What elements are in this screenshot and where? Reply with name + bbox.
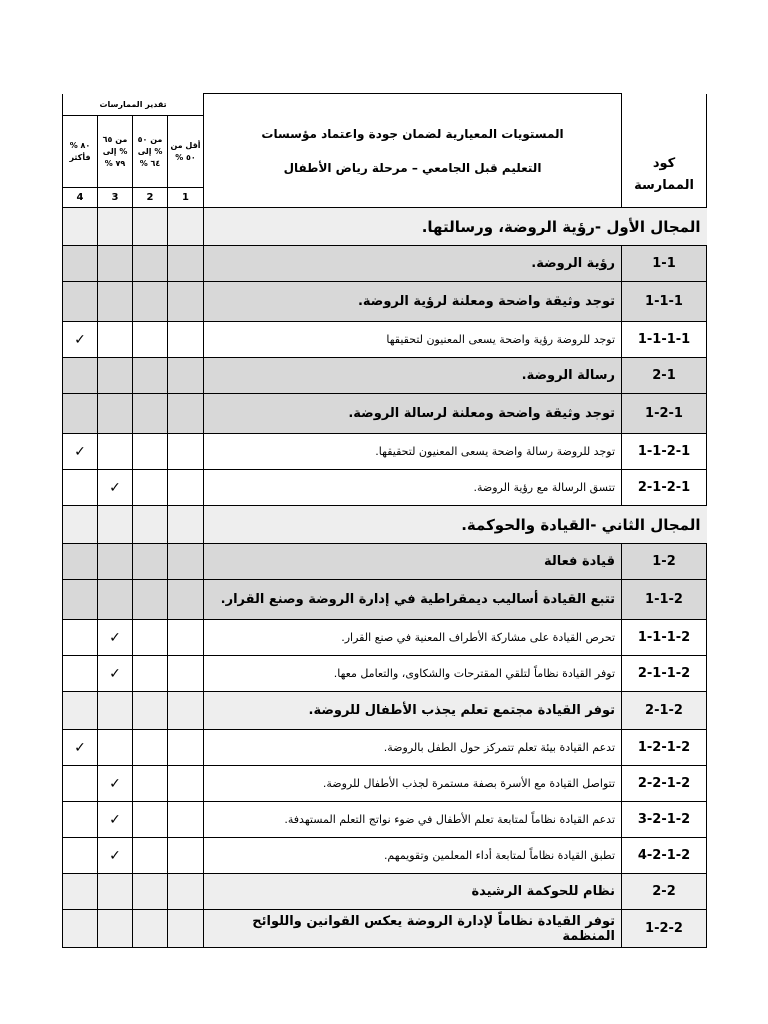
row-code: 2-1-2 bbox=[622, 692, 707, 730]
check-icon: ✓ bbox=[74, 331, 86, 348]
rating-cell-2 bbox=[133, 838, 168, 874]
practice-text: تتواصل القيادة مع الأسرة بصفة مستمرة لجذب الأطفال للروضة. bbox=[204, 766, 622, 802]
rating-cell-1 bbox=[168, 802, 204, 838]
heading-text: رؤية الروضة. bbox=[204, 246, 622, 282]
rating-cell-2 bbox=[133, 208, 168, 246]
rating-cell-3 bbox=[98, 580, 133, 620]
rating-cell-3 bbox=[98, 470, 133, 506]
practice-text: توجد للروضة رؤية واضحة يسعى المعنيون لتحقيقها bbox=[204, 322, 622, 358]
indicator-row bbox=[63, 692, 707, 730]
check-icon: ✓ bbox=[109, 847, 121, 864]
practice-row bbox=[63, 838, 707, 874]
check-icon: ✓ bbox=[109, 811, 121, 828]
rating-cell-2 bbox=[133, 322, 168, 358]
practice-row bbox=[63, 802, 707, 838]
rating-level-1: أقل من ٥٠ % bbox=[168, 116, 204, 188]
rating-cell-2 bbox=[133, 544, 168, 580]
rating-cell-1 bbox=[168, 910, 204, 948]
rating-cell-2 bbox=[133, 506, 168, 544]
row-code: 2-2 bbox=[622, 874, 707, 910]
row-code: 1-1-1-1 bbox=[622, 322, 707, 358]
practice-row bbox=[63, 656, 707, 692]
standard-row bbox=[63, 358, 707, 394]
rating-cell-1 bbox=[168, 282, 204, 322]
rating-cell-2 bbox=[133, 434, 168, 470]
code-column-header bbox=[622, 94, 707, 208]
heading-text: رسالة الروضة. bbox=[204, 358, 622, 394]
rating-level-3: من ٦٥ % إلى ٧٩ % bbox=[98, 116, 133, 188]
domain-title: المجال الثاني -القيادة والحوكمة. bbox=[204, 506, 707, 544]
standard-row bbox=[63, 874, 707, 910]
title-line-1: المستويات المعيارية لضمان جودة واعتماد مؤسسات bbox=[261, 126, 564, 141]
rating-cell-4 bbox=[63, 766, 98, 802]
indicator-row bbox=[63, 282, 707, 322]
practice-row bbox=[63, 620, 707, 656]
rating-cell-1 bbox=[168, 874, 204, 910]
practice-text: تحرص القيادة على مشاركة الأطراف المعنية في صنع القرار. bbox=[204, 620, 622, 656]
row-code: 1-1-1 bbox=[622, 282, 707, 322]
rating-num-2: 2 bbox=[133, 188, 168, 208]
standards-document bbox=[62, 93, 706, 948]
rating-cell-3 bbox=[98, 322, 133, 358]
practice-text: تطبق القيادة نظاماً لمتابعة أداء المعلمين وتقويمهم. bbox=[204, 838, 622, 874]
check-icon: ✓ bbox=[74, 443, 86, 460]
practice-text: توفر القيادة نظاماً لتلقي المقترحات والشكاوى، والتعامل معها. bbox=[204, 656, 622, 692]
row-code: 2-1 bbox=[622, 358, 707, 394]
row-code: 1-1-2-1 bbox=[622, 434, 707, 470]
row-code: 1-2-1-2 bbox=[622, 730, 707, 766]
check-icon: ✓ bbox=[109, 775, 121, 792]
rating-cell-1 bbox=[168, 730, 204, 766]
row-code: 1-2-2 bbox=[622, 910, 707, 948]
rating-cell-3 bbox=[98, 874, 133, 910]
rating-cell-3 bbox=[98, 802, 133, 838]
header-row-top bbox=[63, 94, 707, 116]
row-code: 3-2-1-2 bbox=[622, 802, 707, 838]
rating-cell-4 bbox=[63, 358, 98, 394]
title-line-2: التعليم قبل الجامعي – مرحلة رياض الأطفال bbox=[283, 160, 542, 175]
heading-text: قيادة فعالة bbox=[204, 544, 622, 580]
rating-cell-2 bbox=[133, 692, 168, 730]
row-code: 1-2 bbox=[622, 544, 707, 580]
rating-cell-2 bbox=[133, 910, 168, 948]
row-code: 2-2-1-2 bbox=[622, 766, 707, 802]
indicator-row bbox=[63, 910, 707, 948]
domain-row bbox=[63, 506, 707, 544]
rating-level-2: من ٥٠ % إلى ٦٤ % bbox=[133, 116, 168, 188]
practice-row bbox=[63, 766, 707, 802]
standard-row bbox=[63, 544, 707, 580]
rating-cell-3 bbox=[98, 246, 133, 282]
rating-cell-3 bbox=[98, 910, 133, 948]
row-code: 1-1 bbox=[622, 246, 707, 282]
practice-row bbox=[63, 322, 707, 358]
row-code: 1-1-2 bbox=[622, 580, 707, 620]
row-code: 1-2-1 bbox=[622, 394, 707, 434]
rating-cell-2 bbox=[133, 246, 168, 282]
rating-cell-3 bbox=[98, 358, 133, 394]
standards-table bbox=[62, 93, 707, 948]
practice-row bbox=[63, 470, 707, 506]
rating-cell-1 bbox=[168, 394, 204, 434]
rating-cell-4 bbox=[63, 208, 98, 246]
rating-cell-1 bbox=[168, 358, 204, 394]
check-icon: ✓ bbox=[109, 479, 121, 496]
rating-cell-3 bbox=[98, 692, 133, 730]
row-code: 2-1-1-2 bbox=[622, 656, 707, 692]
rating-cell-3 bbox=[98, 544, 133, 580]
indicator-row bbox=[63, 394, 707, 434]
rating-cell-1 bbox=[168, 322, 204, 358]
rating-cell-1 bbox=[168, 620, 204, 656]
rating-cell-3 bbox=[98, 620, 133, 656]
rating-cell-4 bbox=[63, 506, 98, 544]
rating-num-1: 1 bbox=[168, 188, 204, 208]
rating-cell-3 bbox=[98, 282, 133, 322]
rating-cell-3 bbox=[98, 838, 133, 874]
rating-cell-3 bbox=[98, 394, 133, 434]
rating-cell-1 bbox=[168, 692, 204, 730]
rating-title-cell bbox=[63, 94, 204, 116]
code-label: كود الممارسة bbox=[634, 156, 694, 194]
standard-row bbox=[63, 246, 707, 282]
rating-cell-1 bbox=[168, 656, 204, 692]
rating-cell-1 bbox=[168, 470, 204, 506]
rating-cell-2 bbox=[133, 802, 168, 838]
rating-level-4: ٨٠ % فأكثر bbox=[63, 116, 98, 188]
rating-cell-4 bbox=[63, 620, 98, 656]
rating-cell-3 bbox=[98, 766, 133, 802]
row-code: 4-2-1-2 bbox=[622, 838, 707, 874]
rating-cell-4 bbox=[63, 246, 98, 282]
rating-cell-4 bbox=[63, 802, 98, 838]
rating-cell-3 bbox=[98, 208, 133, 246]
rating-cell-1 bbox=[168, 434, 204, 470]
practice-row bbox=[63, 730, 707, 766]
rating-cell-4 bbox=[63, 394, 98, 434]
rating-cell-1 bbox=[168, 766, 204, 802]
rating-cell-2 bbox=[133, 358, 168, 394]
practice-row bbox=[63, 434, 707, 470]
rating-cell-3 bbox=[98, 730, 133, 766]
check-icon: ✓ bbox=[74, 739, 86, 756]
rating-num-3: 3 bbox=[98, 188, 133, 208]
rating-cell-3 bbox=[98, 506, 133, 544]
heading-text: توفر القيادة مجتمع تعلم يجذب الأطفال للروضة. bbox=[204, 692, 622, 730]
rating-cell-4 bbox=[63, 838, 98, 874]
heading-text: توفر القيادة نظاماً لإدارة الروضة يعكس القوانين واللوائح المنظمة bbox=[204, 910, 622, 948]
rating-cell-1 bbox=[168, 246, 204, 282]
rating-cell-2 bbox=[133, 874, 168, 910]
title-column-header bbox=[204, 94, 622, 208]
indicator-row bbox=[63, 580, 707, 620]
rating-title: تقدير الممارسات bbox=[99, 99, 167, 109]
practice-text: تتسق الرسالة مع رؤية الروضة. bbox=[204, 470, 622, 506]
practice-text: تدعم القيادة بيئة تعلم تتمركز حول الطفل بالروضة. bbox=[204, 730, 622, 766]
rating-cell-4 bbox=[63, 544, 98, 580]
rating-cell-4 bbox=[63, 470, 98, 506]
rating-num-4: 4 bbox=[63, 188, 98, 208]
rating-cell-2 bbox=[133, 470, 168, 506]
check-icon: ✓ bbox=[109, 665, 121, 682]
domain-row bbox=[63, 208, 707, 246]
rating-cell-3 bbox=[98, 656, 133, 692]
rating-cell-2 bbox=[133, 282, 168, 322]
rating-cell-4 bbox=[63, 692, 98, 730]
rating-cell-4 bbox=[63, 910, 98, 948]
domain-title: المجال الأول -رؤية الروضة، ورسالتها. bbox=[204, 208, 707, 246]
heading-text: توجد وثيقة واضحة ومعلنة لرؤية الروضة. bbox=[204, 282, 622, 322]
rating-cell-1 bbox=[168, 506, 204, 544]
practice-text: تدعم القيادة نظاماً لمتابعة تعلم الأطفال في ضوء نواتج التعلم المستهدفة. bbox=[204, 802, 622, 838]
rating-cell-1 bbox=[168, 544, 204, 580]
rating-cell-2 bbox=[133, 766, 168, 802]
rating-cell-1 bbox=[168, 580, 204, 620]
rating-cell-4 bbox=[63, 322, 98, 358]
rating-cell-2 bbox=[133, 730, 168, 766]
rating-cell-2 bbox=[133, 580, 168, 620]
check-icon: ✓ bbox=[109, 629, 121, 646]
practice-text: توجد للروضة رسالة واضحة يسعى المعنيون لتحقيقها. bbox=[204, 434, 622, 470]
rating-cell-2 bbox=[133, 656, 168, 692]
rating-cell-4 bbox=[63, 730, 98, 766]
rating-cell-2 bbox=[133, 620, 168, 656]
row-code: 2-1-2-1 bbox=[622, 470, 707, 506]
rating-cell-4 bbox=[63, 434, 98, 470]
heading-text: تتبع القيادة أساليب ديمقراطية في إدارة الروضة وصنع القرار. bbox=[204, 580, 622, 620]
rating-cell-3 bbox=[98, 434, 133, 470]
rating-cell-1 bbox=[168, 208, 204, 246]
rating-cell-4 bbox=[63, 580, 98, 620]
heading-text: توجد وثيقة واضحة ومعلنة لرسالة الروضة. bbox=[204, 394, 622, 434]
rating-cell-4 bbox=[63, 874, 98, 910]
heading-text: نظام للحوكمة الرشيدة bbox=[204, 874, 622, 910]
row-code: 1-1-1-2 bbox=[622, 620, 707, 656]
rating-cell-4 bbox=[63, 282, 98, 322]
rating-cell-2 bbox=[133, 394, 168, 434]
rating-cell-4 bbox=[63, 656, 98, 692]
rating-cell-1 bbox=[168, 838, 204, 874]
